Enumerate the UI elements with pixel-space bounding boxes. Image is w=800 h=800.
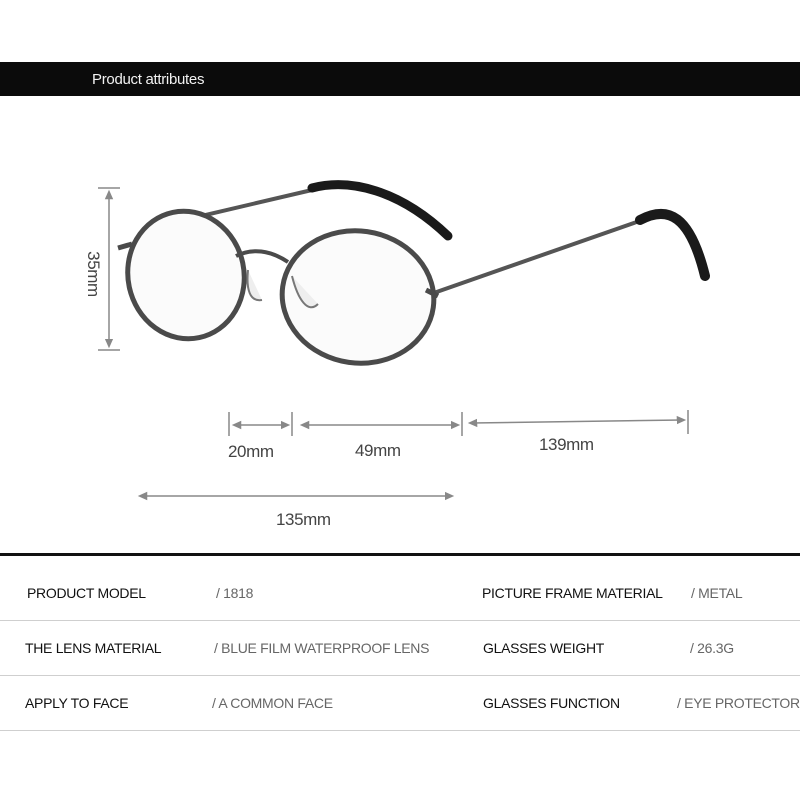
- section-divider: [0, 553, 800, 556]
- bridge-width-label: 20mm: [228, 442, 274, 461]
- spec-label: PICTURE FRAME MATERIAL: [482, 585, 663, 601]
- spec-value: / EYE PROTECTOR: [677, 695, 800, 711]
- temple-length-label: 139mm: [539, 435, 594, 454]
- spec-value: / BLUE FILM WATERPROOF LENS: [214, 640, 430, 656]
- spec-row: [0, 566, 800, 621]
- spec-label: PRODUCT MODEL: [27, 585, 146, 601]
- spec-label: GLASSES WEIGHT: [483, 640, 605, 656]
- spec-row: [0, 676, 800, 731]
- header-title: Product attributes: [92, 71, 205, 88]
- spec-value: / METAL: [691, 585, 743, 601]
- spec-table: [0, 566, 800, 731]
- spec-label: THE LENS MATERIAL: [25, 640, 162, 656]
- lens-height-label: 35mm: [84, 251, 103, 297]
- spec-value: / A COMMON FACE: [212, 695, 333, 711]
- spec-value: / 1818: [216, 585, 254, 601]
- frame-width-label: 135mm: [276, 510, 331, 529]
- spec-label: GLASSES FUNCTION: [483, 695, 620, 711]
- lens-width-label: 49mm: [355, 441, 401, 460]
- spec-label: APPLY TO FACE: [25, 695, 129, 711]
- spec-value: / 26.3G: [690, 640, 734, 656]
- spec-row: [0, 621, 800, 676]
